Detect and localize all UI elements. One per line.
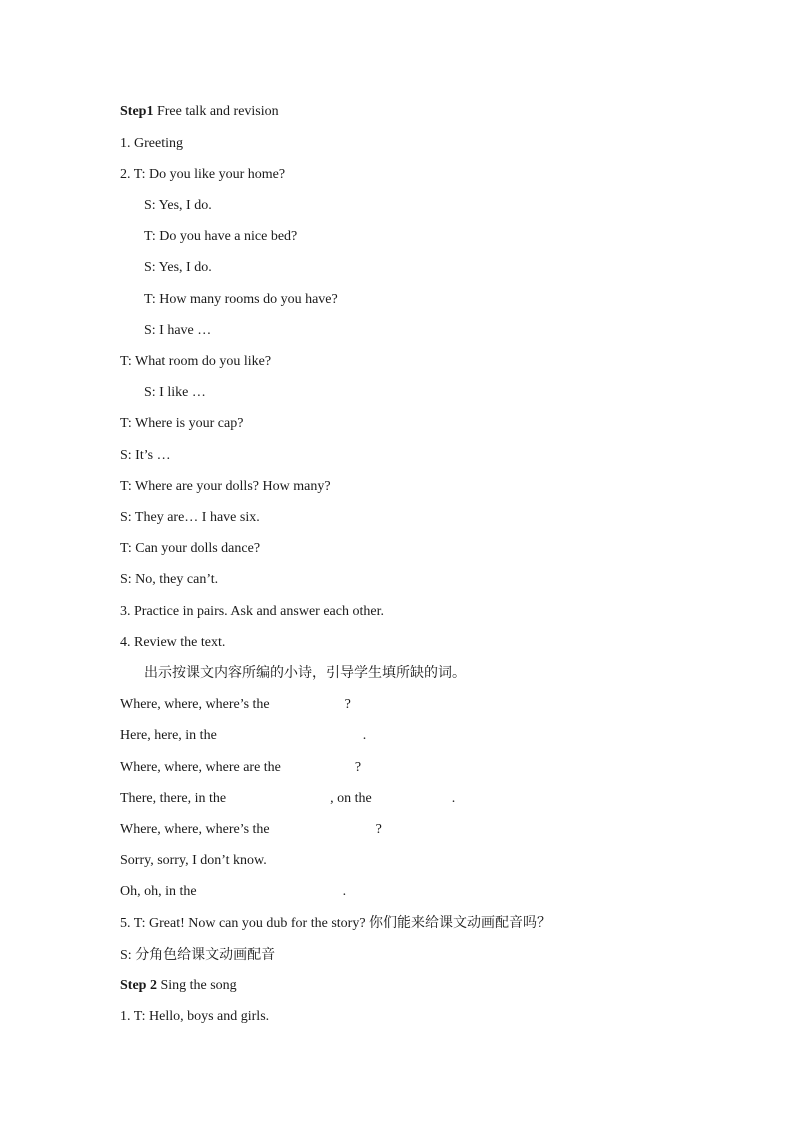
line-answer-like: S: I like … [144, 385, 206, 400]
step2-heading [120, 977, 237, 995]
line-answer-its: S: It’s … [120, 448, 171, 463]
line-answer-they-are: S: They are… I have six. [120, 510, 260, 525]
line-question-dolls: T: Where are your dolls? How many? [120, 479, 331, 494]
line-poem-instruction: 出示按课文内容所编的小诗，引导学生填所缺的词。 [144, 665, 466, 681]
poem-line-3: Where, where, where are the ? [120, 760, 362, 775]
poem-line-6: Sorry, sorry, I don’t know. [120, 853, 267, 868]
poem-line-1: Where, where, where’s the ? [120, 697, 351, 712]
line-question-rooms: T: How many rooms do you have? [144, 292, 338, 307]
line-practice: 3. Practice in pairs. Ask and answer each other. [120, 604, 384, 619]
line-question-cap: T: Where is your cap? [120, 416, 244, 431]
step1-title: Free talk and revision [153, 104, 279, 119]
poem-line-2: Here, here, in the . [120, 728, 367, 743]
line-question-dance: T: Can your dolls dance? [120, 541, 261, 556]
step1-heading [120, 103, 279, 121]
poem-line-5: Where, where, where’s the ? [120, 822, 382, 837]
step2-label: Step 2 [120, 978, 157, 993]
line-dub-question: 5. T: Great! Now can you dub for the story? 你们能来给课文动画配音吗？ [120, 915, 552, 931]
line-question-home: 2. T: Do you like your home? [120, 167, 286, 182]
step1-label: Step1 [120, 104, 154, 119]
line-answer-yes-1: S: Yes, I do. [144, 198, 212, 213]
line-question-room-like: T: What room do you like? [120, 354, 272, 369]
line-answer-cant: S: No, they can’t. [120, 572, 219, 587]
line-hello: 1. T: Hello, boys and girls. [120, 1009, 270, 1024]
line-greeting: 1. Greeting [120, 136, 183, 151]
line-answer-have: S: I have … [144, 323, 212, 338]
line-review: 4. Review the text. [120, 635, 226, 650]
line-dub-answer: S: 分角色给课文动画配音 [120, 947, 276, 963]
poem-line-4: There, there, in the , on the . [120, 791, 456, 806]
step2-title: Sing the song [156, 978, 237, 993]
line-question-bed: T: Do you have a nice bed? [144, 229, 298, 244]
line-answer-yes-2: S: Yes, I do. [144, 260, 212, 275]
poem-line-7: Oh, oh, in the . [120, 884, 347, 899]
